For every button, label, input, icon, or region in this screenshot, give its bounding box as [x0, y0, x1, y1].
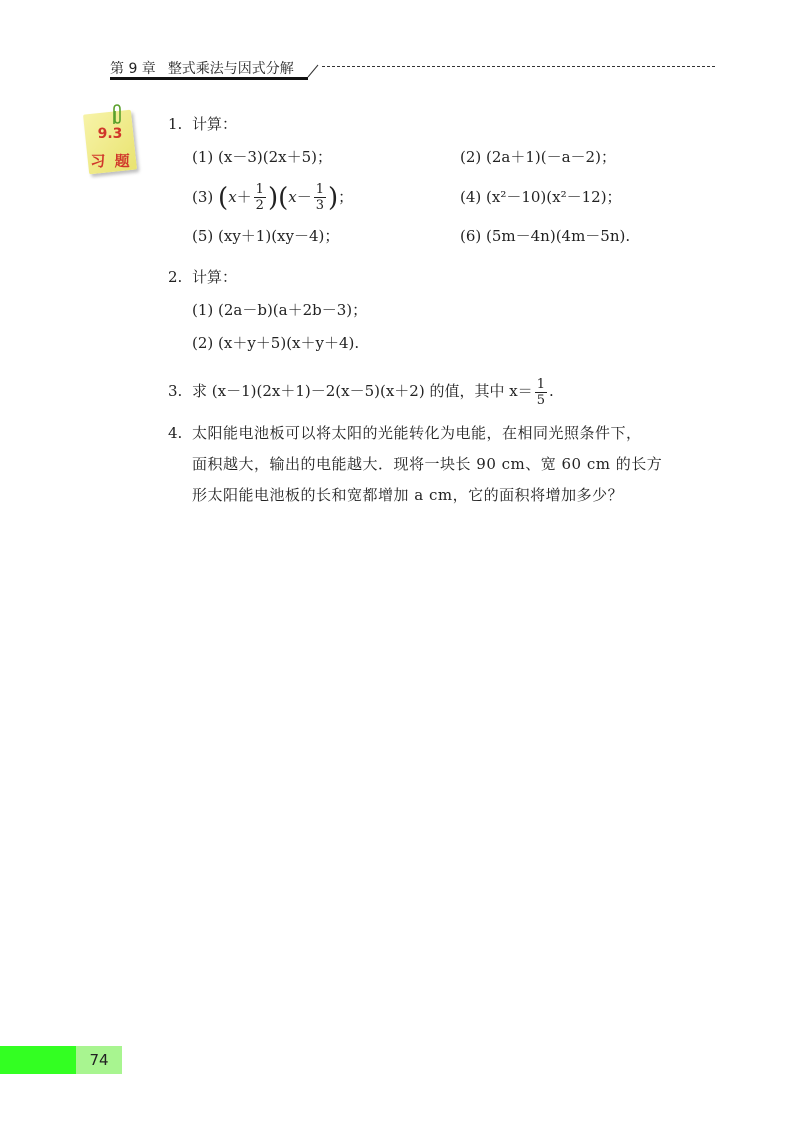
problem-2 [168, 261, 728, 360]
fraction-one-third: $\frac{1}{3}$ [315, 182, 325, 213]
problem-prompt: 计算： [192, 268, 238, 286]
header-dashed-rule [322, 66, 715, 67]
item-1-5: (5) (xy＋1)(xy－4)； [192, 227, 340, 245]
header-slash-decoration [306, 64, 320, 78]
item-1-1: (1) (x－3)(2x＋5)； [192, 148, 332, 166]
problem-number: 2. [168, 268, 183, 286]
problem-3: 3. 求 (x－1)(2x＋1)－2(x－5)(x＋2) 的值，其中 x＝ $\frac{1}{5}$ . [168, 368, 728, 414]
problem-4-line-1: 太阳能电池板可以将太阳的光能转化为电能，在相同光照条件下， [192, 424, 642, 442]
exercise-label: 习 题 [90, 152, 132, 170]
item-row [192, 141, 728, 174]
problem-1 [168, 108, 728, 253]
item-1-6: (6) (5m－4n)(4m－5n). [460, 227, 631, 245]
item-row [192, 220, 728, 253]
chapter-number: 第 9 章 [110, 61, 156, 77]
item-row [192, 174, 728, 220]
item-2-1: (1) (2a－b)(a＋2b－3)； [192, 301, 368, 319]
chapter-title [110, 58, 294, 78]
paperclip-icon [110, 104, 124, 126]
problem-4-line-2: 面积越大，输出的电能越大．现将一块长 90 cm、宽 60 cm 的长方 [192, 455, 663, 473]
problem-prompt: 求 (x－1)(2x＋1)－2(x－5)(x＋2) 的值，其中 x＝ [192, 382, 533, 400]
item-1-3: (3) (x＋ $\frac{1}{2}$ )(x－ $\frac{1}{3}$ )； [192, 182, 354, 213]
problem-text [192, 418, 728, 511]
problem-number: 1. [168, 115, 183, 133]
page-number: 74 [76, 1046, 122, 1074]
item-2-2: (2) (x＋y＋5)(x＋y＋4). [192, 334, 360, 352]
chapter-name: 整式乘法与因式分解 [167, 61, 294, 77]
problem-prompt: 计算： [192, 115, 238, 133]
problem-number: 3. [168, 382, 183, 400]
exercise-badge [80, 104, 142, 182]
problem-number: 4. [168, 424, 183, 442]
fraction-one-half: $\frac{1}{2}$ [255, 182, 264, 213]
exercise-list [168, 108, 728, 511]
section-number: 9.3 [97, 126, 123, 142]
item-1-4: (4) (x²－10)(x²－12)； [460, 187, 622, 206]
item-1-2: (2) (2a＋1)(－a－2)； [460, 148, 616, 166]
page-header [110, 58, 715, 78]
header-underline [110, 77, 308, 80]
problem-4 [168, 418, 728, 511]
fraction-one-fifth: $\frac{1}{5}$ [536, 376, 545, 408]
problem-4-line-3: 形太阳能电池板的长和宽都增加 a cm，它的面积将增加多少？ [192, 486, 624, 504]
